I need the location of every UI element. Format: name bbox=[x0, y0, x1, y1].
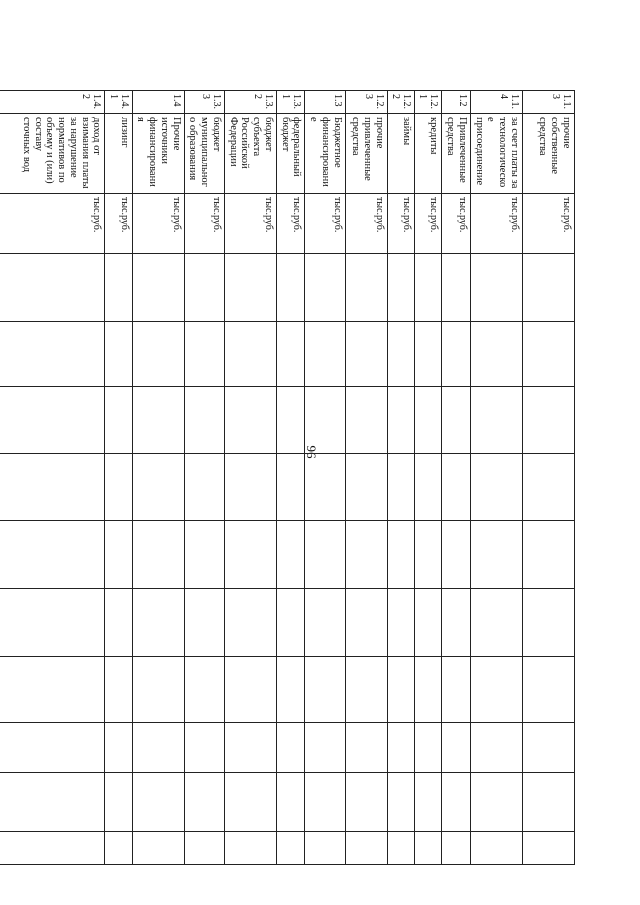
value-cell bbox=[0, 832, 105, 865]
value-cell bbox=[132, 589, 184, 657]
value-cell bbox=[305, 387, 345, 454]
value-cell bbox=[442, 254, 471, 322]
value-cell bbox=[184, 589, 224, 657]
value-cell bbox=[184, 254, 224, 322]
value-cell bbox=[184, 723, 224, 773]
row-code: 1.3.1 bbox=[277, 91, 306, 114]
table-row bbox=[471, 91, 523, 865]
value-cell bbox=[277, 322, 306, 387]
value-cell bbox=[184, 521, 224, 589]
value-cell bbox=[442, 773, 471, 832]
value-cell bbox=[0, 322, 105, 387]
value-cell bbox=[345, 657, 387, 723]
value-cell bbox=[132, 832, 184, 865]
value-cell bbox=[415, 773, 442, 832]
value-cell bbox=[471, 657, 523, 723]
value-cell bbox=[471, 521, 523, 589]
value-cell bbox=[305, 723, 345, 773]
table-row bbox=[415, 91, 442, 865]
value-cell bbox=[523, 454, 575, 521]
value-cell bbox=[277, 254, 306, 322]
row-code: 1.4.1 bbox=[105, 91, 132, 114]
value-cell bbox=[225, 521, 277, 589]
row-label: Привлеченные средства bbox=[442, 114, 471, 194]
value-cell bbox=[105, 322, 132, 387]
value-cell bbox=[225, 454, 277, 521]
value-cell bbox=[387, 832, 414, 865]
row-label: прочие привлеченные средства bbox=[345, 114, 387, 194]
value-cell bbox=[105, 723, 132, 773]
value-cell bbox=[0, 454, 105, 521]
value-cell bbox=[523, 322, 575, 387]
value-cell bbox=[277, 657, 306, 723]
value-cell bbox=[387, 454, 414, 521]
value-cell bbox=[523, 773, 575, 832]
row-unit: тыс.руб. bbox=[345, 194, 387, 254]
value-cell bbox=[345, 521, 387, 589]
value-cell bbox=[225, 589, 277, 657]
value-cell bbox=[387, 322, 414, 387]
row-label: Прочие источники финансирования bbox=[132, 114, 184, 194]
value-cell bbox=[345, 454, 387, 521]
table-row bbox=[305, 91, 345, 865]
value-cell bbox=[415, 832, 442, 865]
value-cell bbox=[471, 832, 523, 865]
value-cell bbox=[471, 723, 523, 773]
value-cell bbox=[471, 589, 523, 657]
value-cell bbox=[471, 454, 523, 521]
value-cell bbox=[523, 589, 575, 657]
row-label: Бюджетное финансирование bbox=[305, 114, 345, 194]
value-cell bbox=[277, 454, 306, 521]
value-cell bbox=[0, 589, 105, 657]
value-cell bbox=[0, 657, 105, 723]
table-row bbox=[132, 91, 184, 865]
value-cell bbox=[225, 832, 277, 865]
row-code: 1.2.2 bbox=[387, 91, 414, 114]
value-cell bbox=[225, 322, 277, 387]
row-unit: тыс.руб. bbox=[305, 194, 345, 254]
row-code: 1.4.2 bbox=[0, 91, 105, 114]
table-row bbox=[345, 91, 387, 865]
value-cell bbox=[471, 254, 523, 322]
table-row bbox=[184, 91, 224, 865]
value-cell bbox=[132, 521, 184, 589]
value-cell bbox=[184, 387, 224, 454]
value-cell bbox=[415, 387, 442, 454]
value-cell bbox=[345, 773, 387, 832]
value-cell bbox=[0, 387, 105, 454]
value-cell bbox=[277, 387, 306, 454]
value-cell bbox=[415, 657, 442, 723]
value-cell bbox=[387, 657, 414, 723]
row-code: 1.2.1 bbox=[415, 91, 442, 114]
value-cell bbox=[442, 832, 471, 865]
value-cell bbox=[105, 773, 132, 832]
value-cell bbox=[415, 454, 442, 521]
row-unit: тыс.руб. bbox=[523, 194, 575, 254]
value-cell bbox=[305, 657, 345, 723]
value-cell bbox=[225, 723, 277, 773]
value-cell bbox=[305, 454, 345, 521]
value-cell bbox=[345, 322, 387, 387]
row-unit: тыс.руб. bbox=[442, 194, 471, 254]
row-unit: тыс.руб. bbox=[0, 194, 105, 254]
row-label: бюджет субъекта Российской Федерации bbox=[225, 114, 277, 194]
row-label: за счет платы за технологическое присоединение bbox=[471, 114, 523, 194]
value-cell bbox=[277, 832, 306, 865]
value-cell bbox=[387, 589, 414, 657]
table-row bbox=[105, 91, 132, 865]
value-cell bbox=[442, 521, 471, 589]
value-cell bbox=[184, 657, 224, 723]
value-cell bbox=[0, 723, 105, 773]
value-cell bbox=[387, 723, 414, 773]
value-cell bbox=[415, 254, 442, 322]
value-cell bbox=[305, 322, 345, 387]
value-cell bbox=[345, 723, 387, 773]
row-label: прочие собственные средства bbox=[523, 114, 575, 194]
value-cell bbox=[345, 589, 387, 657]
row-code: 1.1.3 bbox=[523, 91, 575, 114]
value-cell bbox=[387, 254, 414, 322]
value-cell bbox=[523, 387, 575, 454]
value-cell bbox=[132, 254, 184, 322]
row-code: 1.4 bbox=[132, 91, 184, 114]
value-cell bbox=[523, 521, 575, 589]
row-unit: тыс.руб. bbox=[225, 194, 277, 254]
value-cell bbox=[225, 254, 277, 322]
row-code: 1.2.3 bbox=[345, 91, 387, 114]
value-cell bbox=[442, 723, 471, 773]
value-cell bbox=[442, 454, 471, 521]
table-row bbox=[387, 91, 414, 865]
row-unit: тыс.руб. bbox=[184, 194, 224, 254]
value-cell bbox=[471, 773, 523, 832]
value-cell bbox=[305, 254, 345, 322]
value-cell bbox=[225, 773, 277, 832]
value-cell bbox=[132, 387, 184, 454]
row-label: кредиты bbox=[415, 114, 442, 194]
value-cell bbox=[184, 322, 224, 387]
row-code: 1.3.2 bbox=[225, 91, 277, 114]
value-cell bbox=[305, 521, 345, 589]
value-cell bbox=[225, 657, 277, 723]
row-label: федеральный бюджет bbox=[277, 114, 306, 194]
value-cell bbox=[184, 832, 224, 865]
value-cell bbox=[442, 322, 471, 387]
value-cell bbox=[305, 589, 345, 657]
value-cell bbox=[105, 589, 132, 657]
row-unit: тыс.руб. bbox=[105, 194, 132, 254]
value-cell bbox=[277, 773, 306, 832]
value-cell bbox=[184, 454, 224, 521]
value-cell bbox=[105, 254, 132, 322]
value-cell bbox=[132, 723, 184, 773]
table-row bbox=[225, 91, 277, 865]
value-cell bbox=[0, 521, 105, 589]
table-row bbox=[277, 91, 306, 865]
row-unit: тыс.руб. bbox=[132, 194, 184, 254]
value-cell bbox=[387, 773, 414, 832]
value-cell bbox=[523, 832, 575, 865]
value-cell bbox=[387, 521, 414, 589]
value-cell bbox=[305, 832, 345, 865]
row-unit: тыс.руб. bbox=[387, 194, 414, 254]
value-cell bbox=[523, 657, 575, 723]
row-code: 1.1.4 bbox=[471, 91, 523, 114]
value-cell bbox=[132, 454, 184, 521]
table-row bbox=[442, 91, 471, 865]
value-cell bbox=[415, 589, 442, 657]
row-label: доход от взимания платы за нарушение нормативов по объему и (или) составу сточных вод bbox=[0, 114, 105, 194]
row-label: лизинг bbox=[105, 114, 132, 194]
value-cell bbox=[415, 723, 442, 773]
value-cell bbox=[132, 773, 184, 832]
value-cell bbox=[471, 322, 523, 387]
financing-table-frame bbox=[20, 90, 575, 864]
value-cell bbox=[442, 657, 471, 723]
value-cell bbox=[387, 387, 414, 454]
value-cell bbox=[0, 773, 105, 832]
value-cell bbox=[345, 387, 387, 454]
row-code: 1.2 bbox=[442, 91, 471, 114]
value-cell bbox=[225, 387, 277, 454]
value-cell bbox=[442, 387, 471, 454]
value-cell bbox=[415, 322, 442, 387]
row-unit: тыс.руб. bbox=[471, 194, 523, 254]
value-cell bbox=[277, 521, 306, 589]
value-cell bbox=[184, 773, 224, 832]
value-cell bbox=[471, 387, 523, 454]
table-row bbox=[0, 91, 105, 865]
row-label: бюджет муниципального образования bbox=[184, 114, 224, 194]
value-cell bbox=[132, 657, 184, 723]
value-cell bbox=[0, 254, 105, 322]
value-cell bbox=[277, 589, 306, 657]
value-cell bbox=[105, 387, 132, 454]
value-cell bbox=[523, 254, 575, 322]
row-code: 1.3 bbox=[305, 91, 345, 114]
table-row bbox=[523, 91, 575, 865]
row-label: займы bbox=[387, 114, 414, 194]
value-cell bbox=[442, 589, 471, 657]
value-cell bbox=[105, 657, 132, 723]
row-unit: тыс.руб. bbox=[277, 194, 306, 254]
value-cell bbox=[345, 254, 387, 322]
value-cell bbox=[415, 521, 442, 589]
value-cell bbox=[305, 773, 345, 832]
value-cell bbox=[105, 454, 132, 521]
value-cell bbox=[277, 723, 306, 773]
value-cell bbox=[345, 832, 387, 865]
value-cell bbox=[105, 832, 132, 865]
financing-sources-table bbox=[0, 90, 575, 865]
value-cell bbox=[132, 322, 184, 387]
row-unit: тыс.руб. bbox=[415, 194, 442, 254]
page-number: 96 bbox=[304, 445, 319, 459]
value-cell bbox=[523, 723, 575, 773]
value-cell bbox=[105, 521, 132, 589]
row-code: 1.3.3 bbox=[184, 91, 224, 114]
